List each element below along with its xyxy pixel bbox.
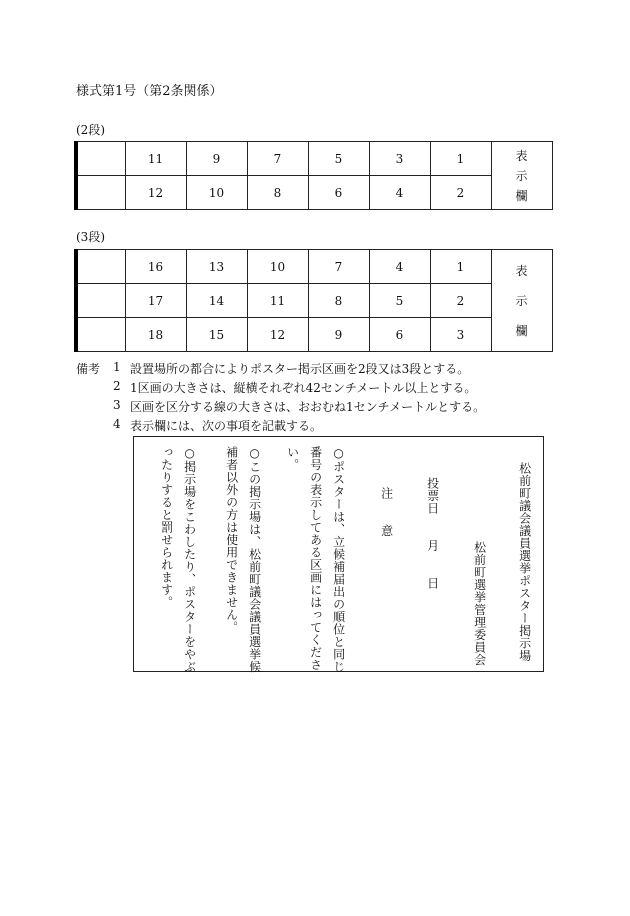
form-title: 様式第1号（第2条関係） [76,84,223,99]
display-heading: 松前町議会議員選挙ポスター掲示場 [517,462,532,662]
table-cell: 3 [430,318,491,352]
note-number: 3 [113,398,121,412]
table-cell: 4 [369,176,430,210]
display-char: 欄 [515,323,528,338]
display-column [491,142,552,210]
table-cell: 9 [308,318,369,352]
display-char: 示 [515,168,528,183]
table-cell: 2 [430,284,491,318]
table-cell: 14 [186,284,247,318]
table-cell: 1 [430,142,491,176]
notice-text-line: 番号の表示してある区画にはってくださ [308,446,323,671]
notes-label: 備考 [76,362,101,376]
voting-date-line: 投票日 月 日 [425,477,440,590]
table-cell: 12 [125,176,186,210]
table-cell: 2 [430,176,491,210]
notice-text-line: ○この掲示場は、松前町議会議員選挙候 [247,446,262,673]
table-cell: 9 [186,142,247,176]
notice-heading: 注 意 [379,487,394,537]
note-text: 表示欄には、次の事項を記載する。 [130,419,323,433]
table-cell: 16 [125,250,186,284]
two-tier-label: (2段) [76,123,105,137]
table-cell: 12 [247,318,308,352]
display-char: 表 [515,263,528,278]
table-cell: 6 [369,318,430,352]
table-cell: 13 [186,250,247,284]
table-cell: 8 [308,284,369,318]
note-text: 区画を区分する線の大きさは、おおむね1センチメートルとする。 [130,400,486,414]
note-number: 2 [113,379,121,393]
table-cell: 10 [186,176,247,210]
table-cell: 5 [308,142,369,176]
notice-text-line: ったりすると罰せられます。 [159,446,174,609]
note-number: 4 [113,417,121,431]
notice-text-line: 補者以外の方は使用できません。 [224,446,239,634]
two-tier-table [74,141,553,210]
table-cell [76,250,125,284]
display-char: 表 [515,148,528,163]
three-tier-label: (3段) [76,230,105,244]
notice-text-line: ○掲示場をこわしたり、ポスターをやぶ [182,446,197,673]
note-text: 設置場所の都合によりポスター掲示区画を2段又は3段とする。 [130,362,470,376]
table-cell: 11 [125,142,186,176]
table-cell: 18 [125,318,186,352]
display-char: 欄 [515,188,528,203]
table-cell: 11 [247,284,308,318]
note-text: 1区画の大きさは、縦横それぞれ42センチメートル以上とする。 [130,381,477,395]
table-cell: 7 [247,142,308,176]
table-cell: 1 [430,250,491,284]
table-cell [76,318,125,352]
display-char: 示 [515,293,528,308]
table-cell: 3 [369,142,430,176]
table-cell [76,142,125,176]
three-tier-table [74,249,553,352]
table-cell: 7 [308,250,369,284]
notice-text-line: ○ポスターは、立候補届出の順位と同じ [331,446,346,673]
notice-text-line: い。 [285,446,300,471]
table-cell [76,176,125,210]
table-cell: 4 [369,250,430,284]
table-cell: 8 [247,176,308,210]
committee-name: 松前町選挙管理委員会 [472,541,487,666]
table-cell: 15 [186,318,247,352]
table-cell [76,284,125,318]
table-cell: 10 [247,250,308,284]
table-cell: 17 [125,284,186,318]
note-number: 1 [113,360,121,374]
table-cell: 5 [369,284,430,318]
display-column [491,250,552,352]
table-cell: 6 [308,176,369,210]
